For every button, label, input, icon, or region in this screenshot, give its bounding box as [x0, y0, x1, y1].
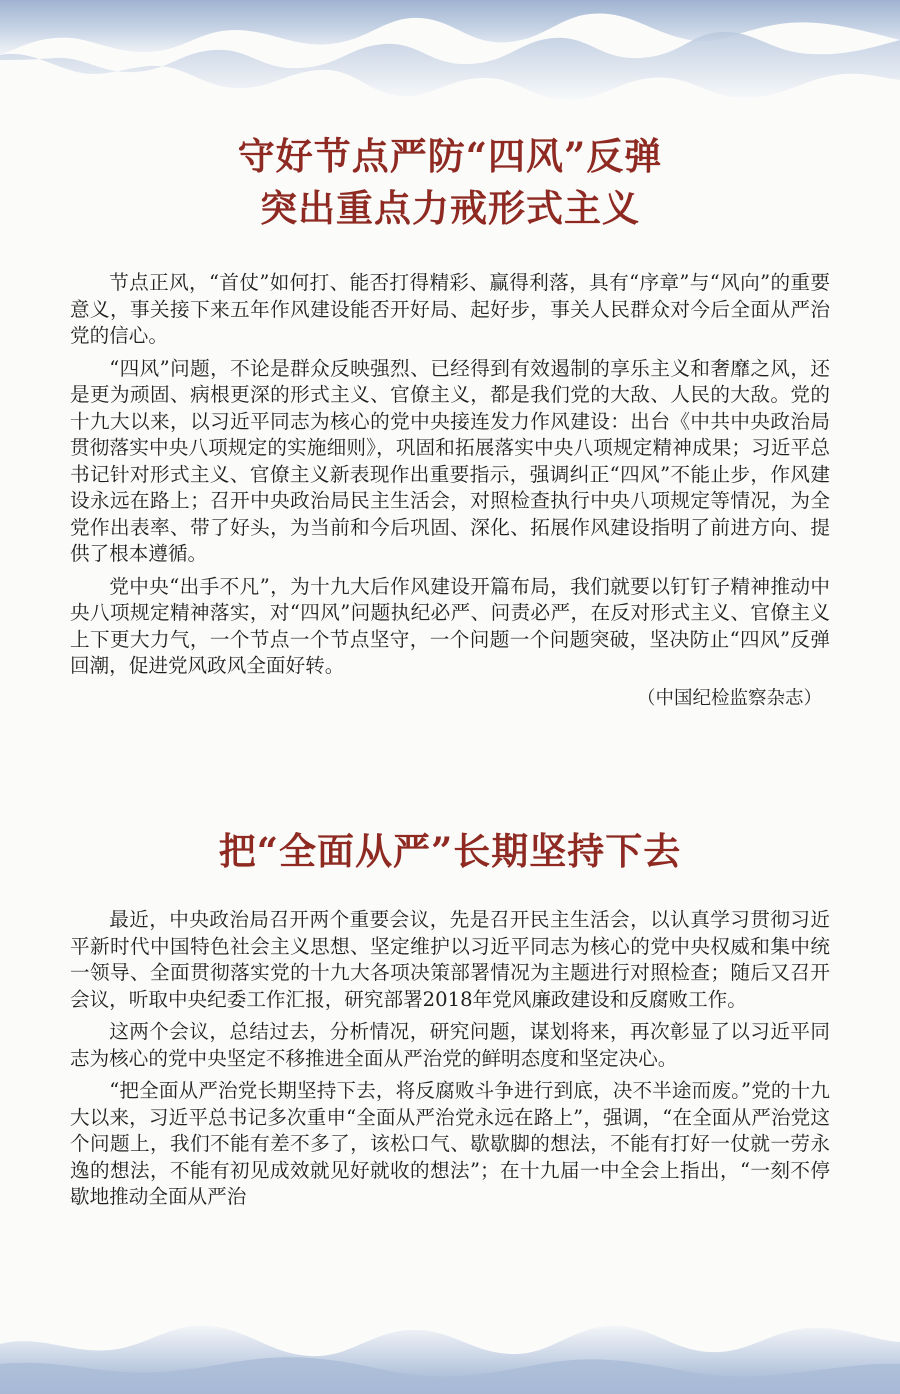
article-1-source: （中国纪检监察杂志）: [636, 687, 822, 709]
article-2-paragraph-1: 最近，中央政治局召开两个重要会议，先是召开民主生活会，以认真学习贯彻习近平新时代中国特色社会主义思想、坚定维护以习近平同志为核心的党中央权威和集中统一领导、全面贯彻落实党的十九大各项决策部署情况为主题进行对照检查；随后又召开会议，听取中央纪委工作汇报，研究部署2018年党风廉政建设和反腐败工作。: [70, 908, 830, 1011]
article-1-body: [70, 270, 830, 712]
article-1-title-line1: 守好节点严防“四风”反弹: [237, 134, 663, 178]
article-2: [0, 825, 900, 1208]
article-1-paragraph-1: 节点正风，“首仗”如何打、能否打得精彩、赢得利落，具有“序章”与“风向”的重要意义，事关接下来五年作风建设能否开好局、起好步，事关人民群众对今后全面从严治党的信心。: [70, 271, 830, 347]
mist: [0, 98, 900, 130]
mountain-banner-top: [0, 0, 900, 130]
article-1-paragraph-2: “四风”问题，不论是群众反映强烈、已经得到有效遏制的享乐主义和奢靡之风，还是更为顽固、病根更深的形式主义、官僚主义，都是我们党的大敌、人民的大敌。党的十九大以来，以习近平同志为核心的党中央接连发力作风建设：出台《中共中央政治局贯彻落实中央八项规定的实施细则》，巩固和拓展落实中央八项规定精神成果；习近平总书记针对形式主义、官僚主义新表现作出重要指示，强调纠正“四风”不能止步，作风建设永远在路上；召开中央政治局民主生活会，对照检查执行中央八项规定等情况，为全党作出表率、带了好头，为当前和今后巩固、深化、拓展作风建设指明了前进方向、提供了根本遵循。: [70, 356, 830, 565]
article-2-title: 把“全面从严”长期坚持下去: [218, 829, 682, 873]
mist-bottom: [0, 1284, 900, 1310]
article-2-body: [70, 907, 830, 1217]
article-1: [0, 130, 900, 709]
article-1-title-line2: 突出重点力戒形式主义: [260, 186, 640, 230]
mountain-banner-bottom: [0, 1284, 900, 1394]
article-2-paragraph-2: 这两个会议，总结过去，分析情况，研究问题，谋划将来，再次彰显了以习近平同志为核心的党中央坚定不移推进全面从严治党的鲜明态度和坚定决心。: [70, 1020, 830, 1070]
article-1-paragraph-3: 党中央“出手不凡”，为十九大后作风建设开篇布局，我们就要以钉钉子精神推动中央八项规定精神落实，对“四风”问题执纪必严、问责必严，在反对形式主义、官僚主义上下更大力气，一个节点一个节点坚守，一个问题一个问题突破，坚决防止“四风”反弹回潮，促进党风政风全面好转。: [70, 574, 830, 677]
article-2-paragraph-3: “把全面从严治党长期坚持下去，将反腐败斗争进行到底，决不半途而废。”党的十九大以来，习近平总书记多次重申“全面从严治党永远在路上”，强调，“在全面从严治党这个问题上，我们不能有差不多了，该松口气、歇歇脚的想法，不能有打好一仗就一劳永逸的想法，不能有初见成效就见好就收的想法”；在十九届一中全会上指出，“一刻不停歇地推动全面从严治: [70, 1079, 830, 1208]
